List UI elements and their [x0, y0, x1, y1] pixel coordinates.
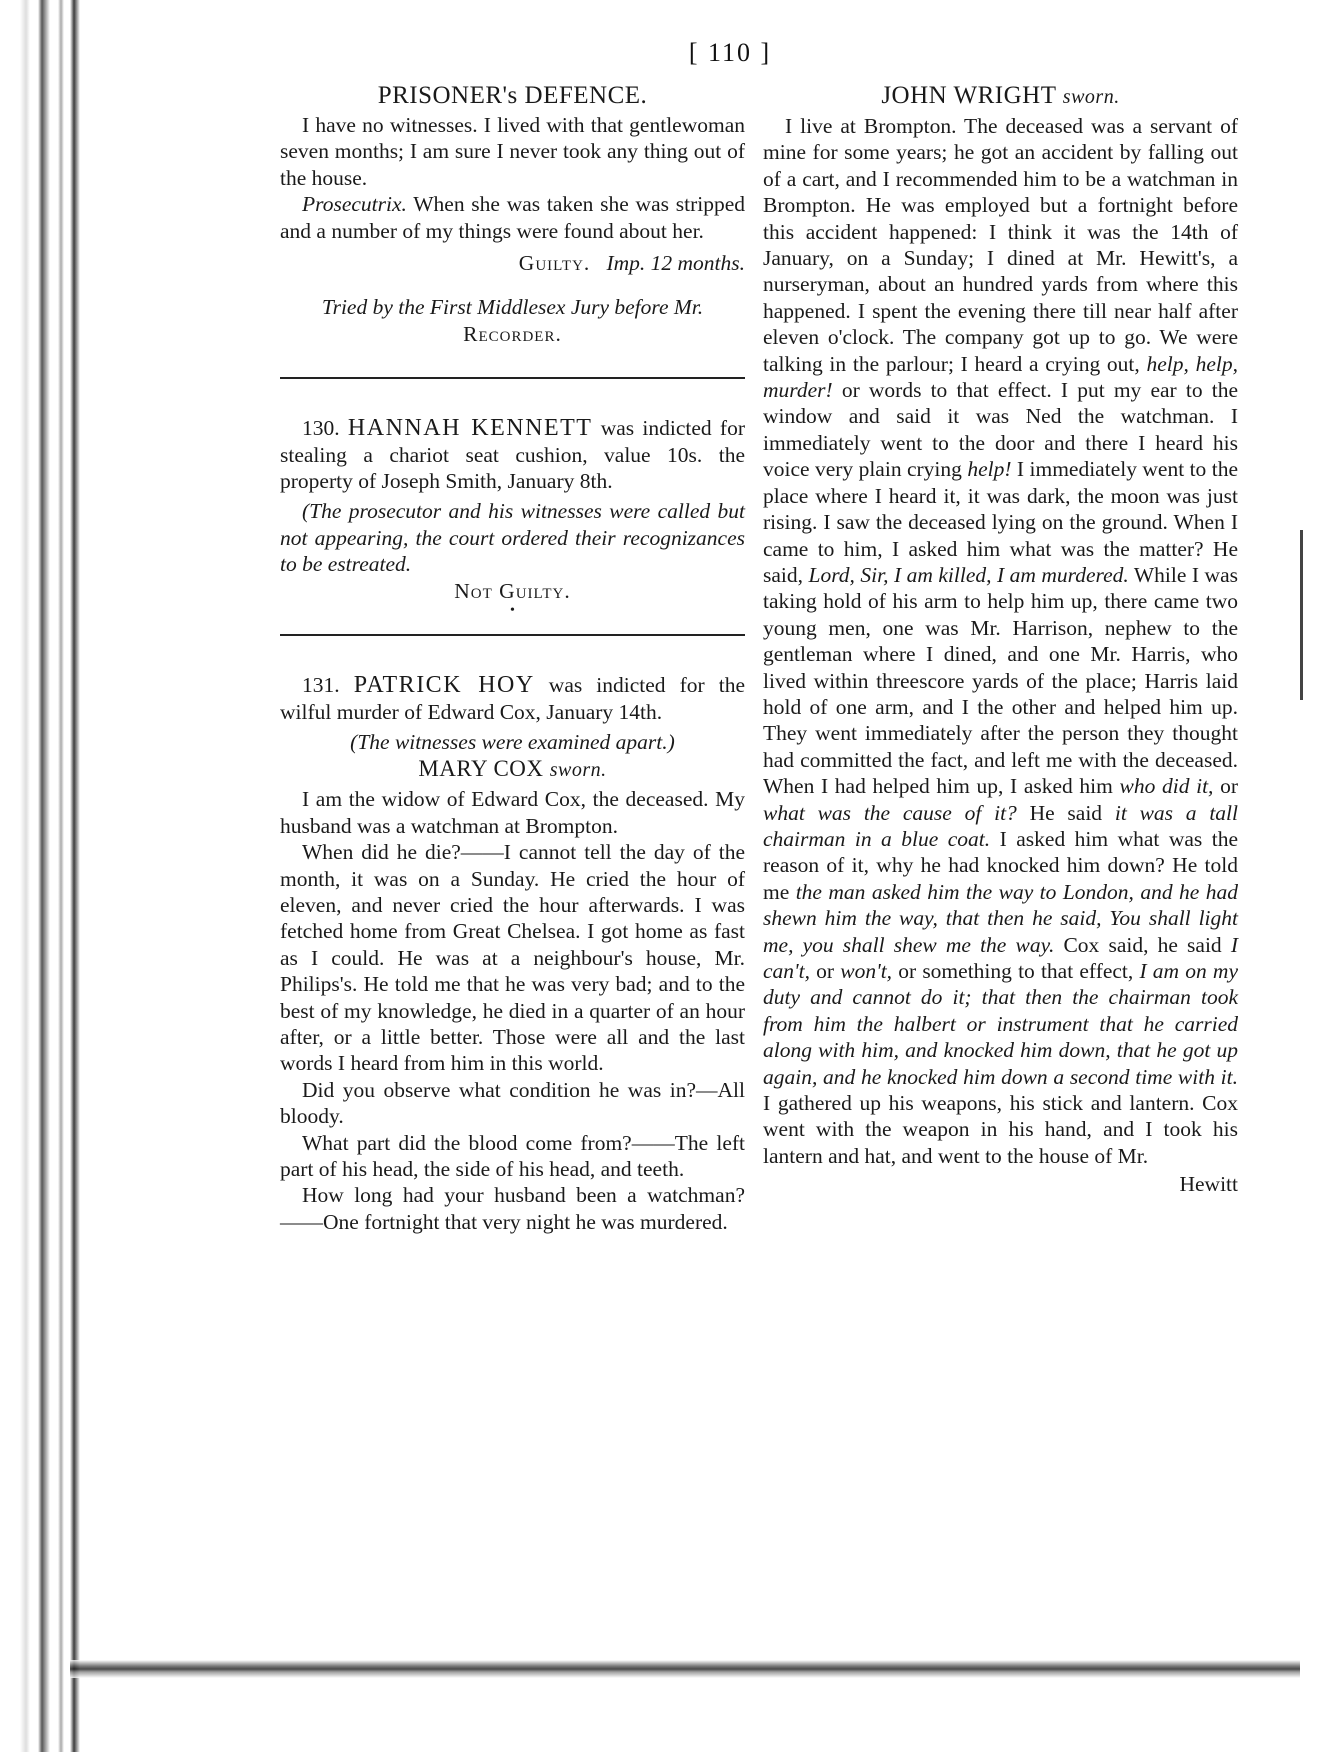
testimony-paragraph: Did you observe what condition he was in?—All bloody. — [280, 1077, 745, 1129]
left-column — [280, 82, 745, 1235]
defence-heading: PRISONER's DEFENCE. — [377, 82, 648, 109]
section-rule — [280, 377, 745, 379]
page-binding-edge — [0, 0, 108, 1752]
case-130-name: HANNAH KENNETT — [347, 415, 593, 442]
case-130-text: was indicted for stealing a chariot seat cushion, value 10s. the property of Joseph Smith, January 8th. — [280, 416, 746, 494]
witness-heading — [763, 82, 1238, 111]
page-bottom-edge — [70, 1660, 1300, 1678]
case-131-text: was indicted for the wilful murder of Edward Cox, January 14th. — [280, 673, 746, 724]
witness-name: JOHN WRIGHT — [881, 82, 1057, 109]
right-column — [763, 82, 1238, 1198]
case-131 — [280, 672, 745, 725]
case-130-verdict: Not Guilty. — [454, 578, 571, 603]
quoted-speech: Lord, Sir, I am killed, I am murdered. — [808, 562, 1129, 587]
testimony-paragraph: How long had your husband been a watchman?——One fortnight that very night he was murdered. — [280, 1183, 745, 1234]
text-run: He said — [1016, 800, 1115, 825]
text-run: I immediately went to the place where I heard it, it was dark, the moon was just rising. I saw the deceased lying on the ground. When I came to him, I asked him what was the matter? He said, — [763, 457, 1238, 587]
text-run: or — [810, 959, 841, 983]
witness-name: MARY COX — [418, 756, 544, 782]
case-130 — [280, 415, 745, 494]
text-run: I live at Brompton. The deceased was a servant of mine for some years; he got an accident by falling out of a cart, and I recommended him to be a watchman in Brompton. He was employed but a fortnight before this accident happened: I think it was the 14th of January, on a Sunday; I dined at Mr. Hewitt's, a nurseryman, about an hundred yards from where this happened. I spent the evening there till near half after eleven o'clock. The company got up to go. We were talking in the parlour; I heard a crying out, — [763, 114, 1238, 376]
testimony-paragraph: When did he die?——I cannot tell the day of the month, it was on a Sunday. He cried the hour of eleven, and never cried the hour afterwards. I was fetched home from Great Chelsea. I got home as fast as I could. He was at a neighbour's house, Mr. Philips's. He told me that he was very bad; and to the best of my knowledge, he died in a quarter of an hour after, or a little better. Those were all and the last words I heard from him in this world. — [280, 840, 745, 1076]
quoted-speech: help! — [967, 457, 1012, 482]
text-run: I asked him what was the reason of it, why he had knocked him down? He told me — [763, 826, 1238, 904]
witness-sworn: sworn. — [1062, 86, 1120, 108]
verdict: Guilty. — [518, 251, 591, 276]
sentence: Imp. 12 months. — [606, 251, 745, 276]
witness-sworn: sworn. — [549, 759, 607, 782]
ornament-dot: • — [510, 603, 515, 619]
quoted-speech: what was the cause of it? — [763, 800, 1017, 825]
case-131-name: PATRICK HOY — [353, 672, 535, 699]
quoted-speech: won't, — [840, 959, 893, 983]
prosecutrix-text: When she was taken she was stripped and a number of my things were found about her. — [280, 192, 745, 243]
prosecutrix-paragraph — [280, 191, 745, 244]
text-run: or something to that effect, — [892, 959, 1140, 983]
prosecutrix-label: Prosecutrix. — [302, 192, 407, 217]
text-run: I gathered up his weapons, his stick and lantern. Cox went with the weapon in his hand, and I took his lantern and hat, and went to the house of Mr. — [763, 1091, 1238, 1168]
case-131-number: 131. — [302, 673, 340, 698]
text-run: Cox said, he said — [1054, 932, 1231, 957]
quoted-speech: help, help, murder! — [763, 351, 1238, 403]
testimony-paragraph: What part did the blood come from?——The left part of his head, the side of his head, and teeth. — [280, 1130, 745, 1181]
quoted-speech: I can't, — [763, 932, 1238, 983]
margin-mark — [1300, 530, 1303, 700]
quoted-speech: I am on my duty and cannot do it; that then the chairman took from him the halbert or instrument that he carried along with him, and knocked him down, that he got up again, and he knocked him down a second time with it. — [763, 959, 1238, 1089]
jury-note: Tried by the First Middlesex Jury before Mr. — [321, 295, 704, 320]
witness-heading — [280, 755, 745, 784]
quoted-speech: the man asked him the way to London, and he had shewn him the way, that then he said, You shall light me, you shall shew me the way. — [763, 879, 1238, 957]
section-rule — [280, 634, 745, 636]
text-run: or words to that effect. I put my ear to the window and said it was Ned the watchman. I immediately went to the door and there I heard his voice very plain crying — [763, 378, 1238, 482]
text-run: While I was taking hold of his arm to help him up, there came two young men, one was Mr. Harrison, nephew to the gentleman where I dined, and one Mr. Harris, who lived within threescore yards of the place; Harris laid hold of one arm, and I the other and helped him up. They went immediately after the person they thought had committed the fact, and left me with the deceased. When I had helped him up, I asked him — [763, 562, 1238, 799]
page-number: [ 110 ] — [688, 38, 772, 67]
defence-statement: I have no witnesses. I lived with that gentlewoman seven months; I am sure I never took any thing out of the house. — [280, 113, 745, 190]
case-130-note: (The prosecutor and his witnesses were called but not appearing, the court ordered their recognizances to be estreated. — [280, 499, 745, 577]
jury-recorder: Recorder. — [463, 321, 562, 346]
quoted-speech: who did it, — [1119, 774, 1214, 799]
verdict-line — [280, 250, 745, 276]
testimony-paragraph — [763, 113, 1238, 1169]
text-run: or — [1213, 774, 1238, 799]
case-130-number: 130. — [302, 416, 340, 441]
testimony-paragraph: I am the widow of Edward Cox, the deceased. My husband was a watchman at Brompton. — [280, 787, 745, 838]
catchword: Hewitt — [1179, 1172, 1238, 1197]
quoted-speech: it was a tall chairman in a blue coat. — [763, 800, 1238, 851]
case-131-note: (The witnesses were examined apart.) — [350, 729, 675, 754]
